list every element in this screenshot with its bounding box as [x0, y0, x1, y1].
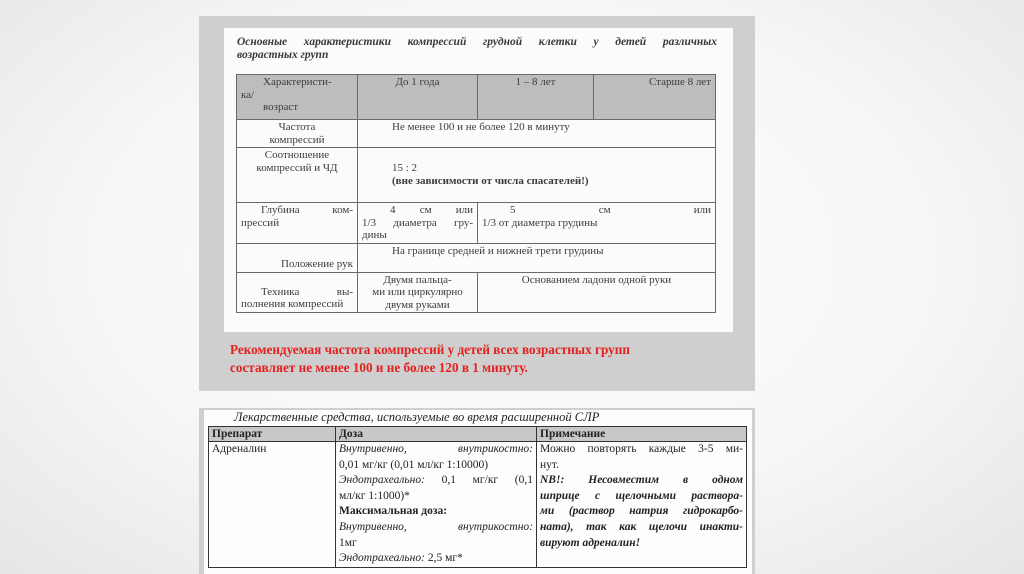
row-ratio: Соотношение компрессий и ЧД 15 : 2 (вне зависимости от числа спасателей!) [237, 148, 716, 203]
drugs-header-row [209, 427, 747, 442]
header-dose: Доза [336, 427, 537, 442]
header-under-1: До 1 года [358, 75, 478, 120]
row-frequency: Частота компрессий Не менее 100 и не более 120 в минуту [237, 120, 716, 148]
bottom-document-scan [204, 410, 752, 574]
header-characteristic: Характеристи- ка/ возраст [237, 75, 358, 120]
table-row [209, 442, 747, 568]
frequency-value: Не менее 100 и не более 120 в минуту [392, 121, 570, 133]
drug-dose: Внутривенно, внутрикостно: 0,01 мг/кг (0,01 мл/кг 1:10000) Эндотрахеально: 0,1 мг/кг (0,1 мл/кг 1:1000)* Максимальная доза: Внутривенно, внутрикостно: 1мг Эндотрахеально: 2,5 мг* [336, 442, 537, 568]
compression-table [236, 74, 716, 313]
drugs-title: Лекарственные средства, используемые во время расширенной СЛР [234, 410, 600, 424]
row-technique: Техника вы- полнения компрессий Двумя пальца- ми или циркулярно двумя руками Основанием ладони одной руки [237, 272, 716, 313]
row-depth: Глубина ком- прессий 4 см или 1/3 диаметра гру- дины 5 см или 1/3 от диаметра грудины [237, 203, 716, 244]
drugs-table [208, 426, 747, 568]
row-hand-position: Положение рук На границе средней и нижней трети грудины [237, 243, 716, 272]
drug-note: Можно повторять каждые 3-5 ми- нут. NB!: Несовместим в одном шприце с щелочными раствора- ми (раствор натрия гидрокарбо- ната), так как щелочи инакти- вируют адреналин! [537, 442, 747, 568]
top-doc-title: Основные характеристики компрессий грудной клетки у детей различных [237, 36, 717, 48]
header-1-8: 1 – 8 лет [478, 75, 594, 120]
top-document-scan [224, 28, 733, 332]
header-note: Примечание [537, 427, 747, 442]
recommendation-note: Рекомендуемая частота компрессий у детей всех возрастных групп составляет не менее 100 и не более 120 в 1 минуту. [230, 342, 630, 375]
table-header-row [237, 75, 716, 120]
top-doc-title-line2: возрастных групп [237, 49, 329, 61]
header-over-8: Старше 8 лет [594, 75, 716, 120]
header-drug: Препарат [209, 427, 336, 442]
drug-name: Адреналин [209, 442, 336, 568]
